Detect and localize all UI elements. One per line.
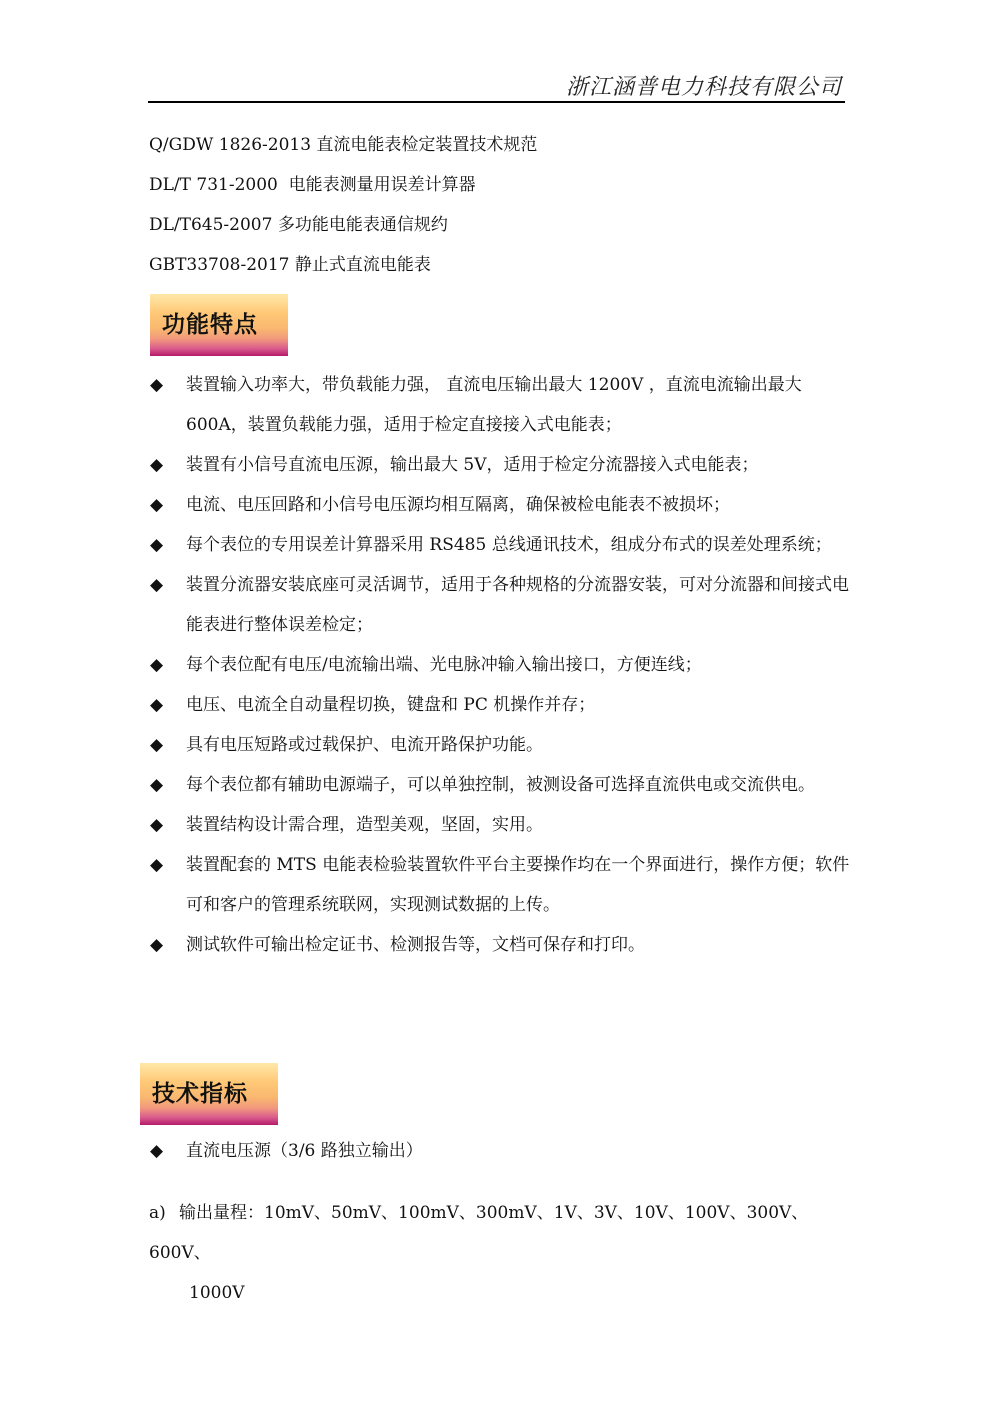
feature-item <box>150 365 850 445</box>
diamond-bullet-icon: ◆ <box>150 815 164 835</box>
section-heading-specs <box>140 1063 278 1125</box>
diamond-bullet-icon: ◆ <box>150 575 164 595</box>
feature-item <box>150 565 850 645</box>
spec-item <box>150 1131 850 1171</box>
diamond-bullet-icon: ◆ <box>150 535 164 555</box>
feature-text: 具有电压短路或过载保护、电流开路保护功能。 <box>186 735 543 755</box>
feature-text: 测试软件可输出检定证书、检测报告等，文档可保存和打印。 <box>186 935 645 955</box>
standard-line: DL/T645-2007 多功能电能表通信规约 <box>149 215 448 235</box>
diamond-bullet-icon: ◆ <box>150 735 164 755</box>
standards-list <box>149 130 849 290</box>
diamond-bullet-icon: ◆ <box>150 455 164 475</box>
feature-text: 每个表位都有辅助电源端子，可以单独控制，被测设备可选择直流供电或交流供电。 <box>186 775 815 795</box>
item-text-continuation: 1000V <box>189 1283 245 1303</box>
feature-text: 装置输入功率大，带负载能力强， 直流电压输出最大 1200V ，直流电流输出最大 600A，装置负载能力强，适用于检定直接接入式电能表； <box>186 375 802 435</box>
spec-sub-item-a <box>149 1193 849 1313</box>
diamond-bullet-icon: ◆ <box>150 375 164 395</box>
feature-text: 每个表位的专用误差计算器采用 RS485 总线通讯技术，组成分布式的误差处理系统； <box>186 535 832 555</box>
feature-item <box>150 925 850 965</box>
section-heading-label: 技术指标 <box>152 1081 248 1107</box>
feature-item <box>150 845 850 925</box>
diamond-bullet-icon: ◆ <box>150 855 164 875</box>
feature-text: 装置分流器安装底座可灵活调节，适用于各种规格的分流器安装，可对分流器和间接式电能表进行整体误差检定； <box>186 575 849 635</box>
feature-item <box>150 485 850 525</box>
feature-text: 装置配套的 MTS 电能表检验装置软件平台主要操作均在一个界面进行，操作方便；软件可和客户的管理系统联网，实现测试数据的上传。 <box>186 855 850 915</box>
section-heading-features <box>150 294 288 356</box>
standard-line: Q/GDW 1826-2013 直流电能表检定装置技术规范 <box>149 135 538 155</box>
item-text: 输出量程：10mV、50mV、100mV、300mV、1V、3V、10V、100V、300V、600V、 <box>149 1203 809 1263</box>
item-label: a) <box>149 1203 166 1223</box>
diamond-bullet-icon: ◆ <box>150 935 164 955</box>
feature-item <box>150 805 850 845</box>
company-name: 浙江涵普电力科技有限公司 <box>565 75 842 100</box>
header-rule <box>148 101 845 103</box>
diamond-bullet-icon: ◆ <box>150 495 164 515</box>
feature-item <box>150 525 850 565</box>
feature-text: 电压、电流全自动量程切换，键盘和 PC 机操作并存； <box>186 695 596 715</box>
feature-item <box>150 445 850 485</box>
feature-item <box>150 725 850 765</box>
spec-text: 直流电压源（3/6 路独立输出） <box>186 1141 423 1161</box>
feature-text: 电流、电压回路和小信号电压源均相互隔离，确保被检电能表不被损坏； <box>186 495 730 515</box>
feature-text: 装置结构设计需合理，造型美观，坚固，实用。 <box>186 815 543 835</box>
diamond-bullet-icon: ◆ <box>150 775 164 795</box>
diamond-bullet-icon: ◆ <box>150 695 164 715</box>
feature-text: 每个表位配有电压/电流输出端、光电脉冲输入输出接口，方便连线； <box>186 655 702 675</box>
feature-item <box>150 645 850 685</box>
features-list <box>150 365 850 965</box>
standard-line: DL/T 731-2000 电能表测量用误差计算器 <box>149 175 476 195</box>
diamond-bullet-icon: ◆ <box>150 655 164 675</box>
feature-item <box>150 685 850 725</box>
standard-line: GBT33708-2017 静止式直流电能表 <box>149 255 431 275</box>
section-heading-label: 功能特点 <box>162 312 258 338</box>
spec-list <box>150 1131 850 1171</box>
feature-text: 装置有小信号直流电压源，输出最大 5V，适用于检定分流器接入式电能表； <box>186 455 759 475</box>
feature-item <box>150 765 850 805</box>
diamond-bullet-icon: ◆ <box>150 1141 164 1161</box>
